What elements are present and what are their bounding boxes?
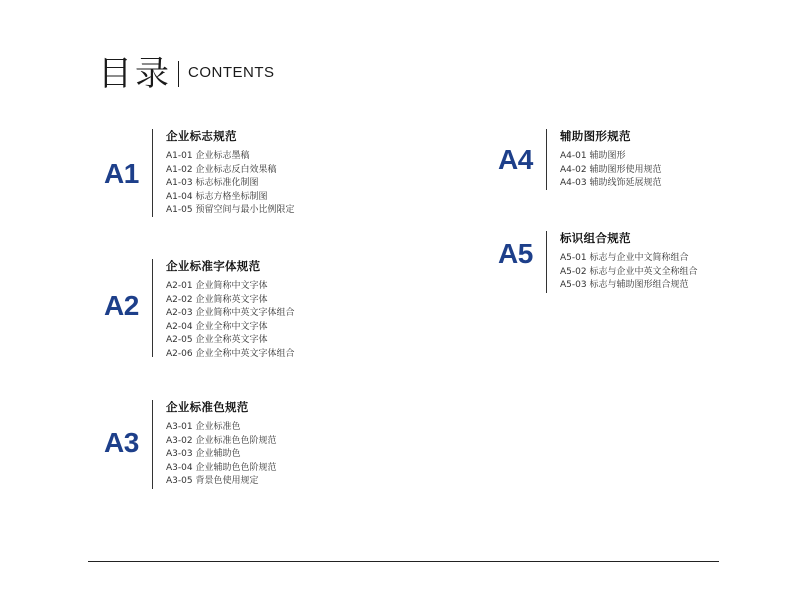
toc-item[interactable]: A5-03 标志与辅助图形组合规范 [560,280,689,291]
toc-item[interactable]: A1-02 企业标志反白效果稿 [166,164,277,175]
section-divider [152,129,153,217]
section-divider [152,259,153,357]
section-heading: 辅助图形规范 [560,129,631,143]
toc-item[interactable]: A5-01 标志与企业中文简称组合 [560,253,689,263]
section-divider [546,129,547,190]
page-title: 目录 [98,54,172,94]
toc-item[interactable]: A2-06 企业全称中英文字体组合 [166,348,295,359]
section-code: A3 [104,427,139,458]
toc-item[interactable]: A3-05 背景色使用规定 [166,476,259,487]
toc-item[interactable]: A3-03 企业辅助色 [166,449,241,460]
toc-item[interactable]: A1-03 标志标准化制图 [166,178,259,189]
section-item-list [166,150,294,218]
section-item-list [560,252,697,293]
toc-item[interactable]: A2-03 企业简称中英文字体组合 [166,308,295,319]
toc-item[interactable]: A1-01 企业标志墨稿 [166,151,250,161]
section-code: A5 [498,238,533,269]
toc-item[interactable]: A2-01 企业简称中文字体 [166,281,268,291]
section-heading: 企业标志规范 [166,129,237,143]
toc-item[interactable]: A4-03 辅助线饰延展规范 [560,178,662,189]
section-divider [152,400,153,489]
section-heading: 企业标准色规范 [166,400,249,414]
section-item-list [560,150,661,191]
toc-item[interactable]: A1-04 标志方格坐标制图 [166,191,268,202]
section-code: A2 [104,290,139,321]
toc-item[interactable]: A4-01 辅助图形 [560,151,626,161]
section-divider [546,231,547,293]
toc-item[interactable]: A4-02 辅助图形使用规范 [560,164,662,175]
title-divider [178,61,179,87]
toc-item[interactable]: A2-04 企业全称中文字体 [166,321,268,332]
section-item-list [166,421,276,489]
section-code: A4 [498,144,533,175]
section-heading: 企业标准字体规范 [166,259,261,273]
toc-item[interactable]: A2-05 企业全称英文字体 [166,335,268,346]
page-subtitle: CONTENTS [188,64,275,81]
toc-item[interactable]: A3-01 企业标准色 [166,422,241,432]
toc-item[interactable]: A1-05 预留空间与最小比例限定 [166,205,295,216]
toc-item[interactable]: A3-02 企业标准色色阶规范 [166,435,277,446]
toc-item[interactable]: A5-02 标志与企业中英文全称组合 [560,266,698,277]
section-heading: 标识组合规范 [560,231,631,245]
toc-item[interactable]: A2-02 企业简称英文字体 [166,294,268,305]
section-code: A1 [104,158,139,189]
section-item-list [166,280,294,362]
toc-item[interactable]: A3-04 企业辅助色色阶规范 [166,462,277,473]
bottom-rule [88,561,719,562]
